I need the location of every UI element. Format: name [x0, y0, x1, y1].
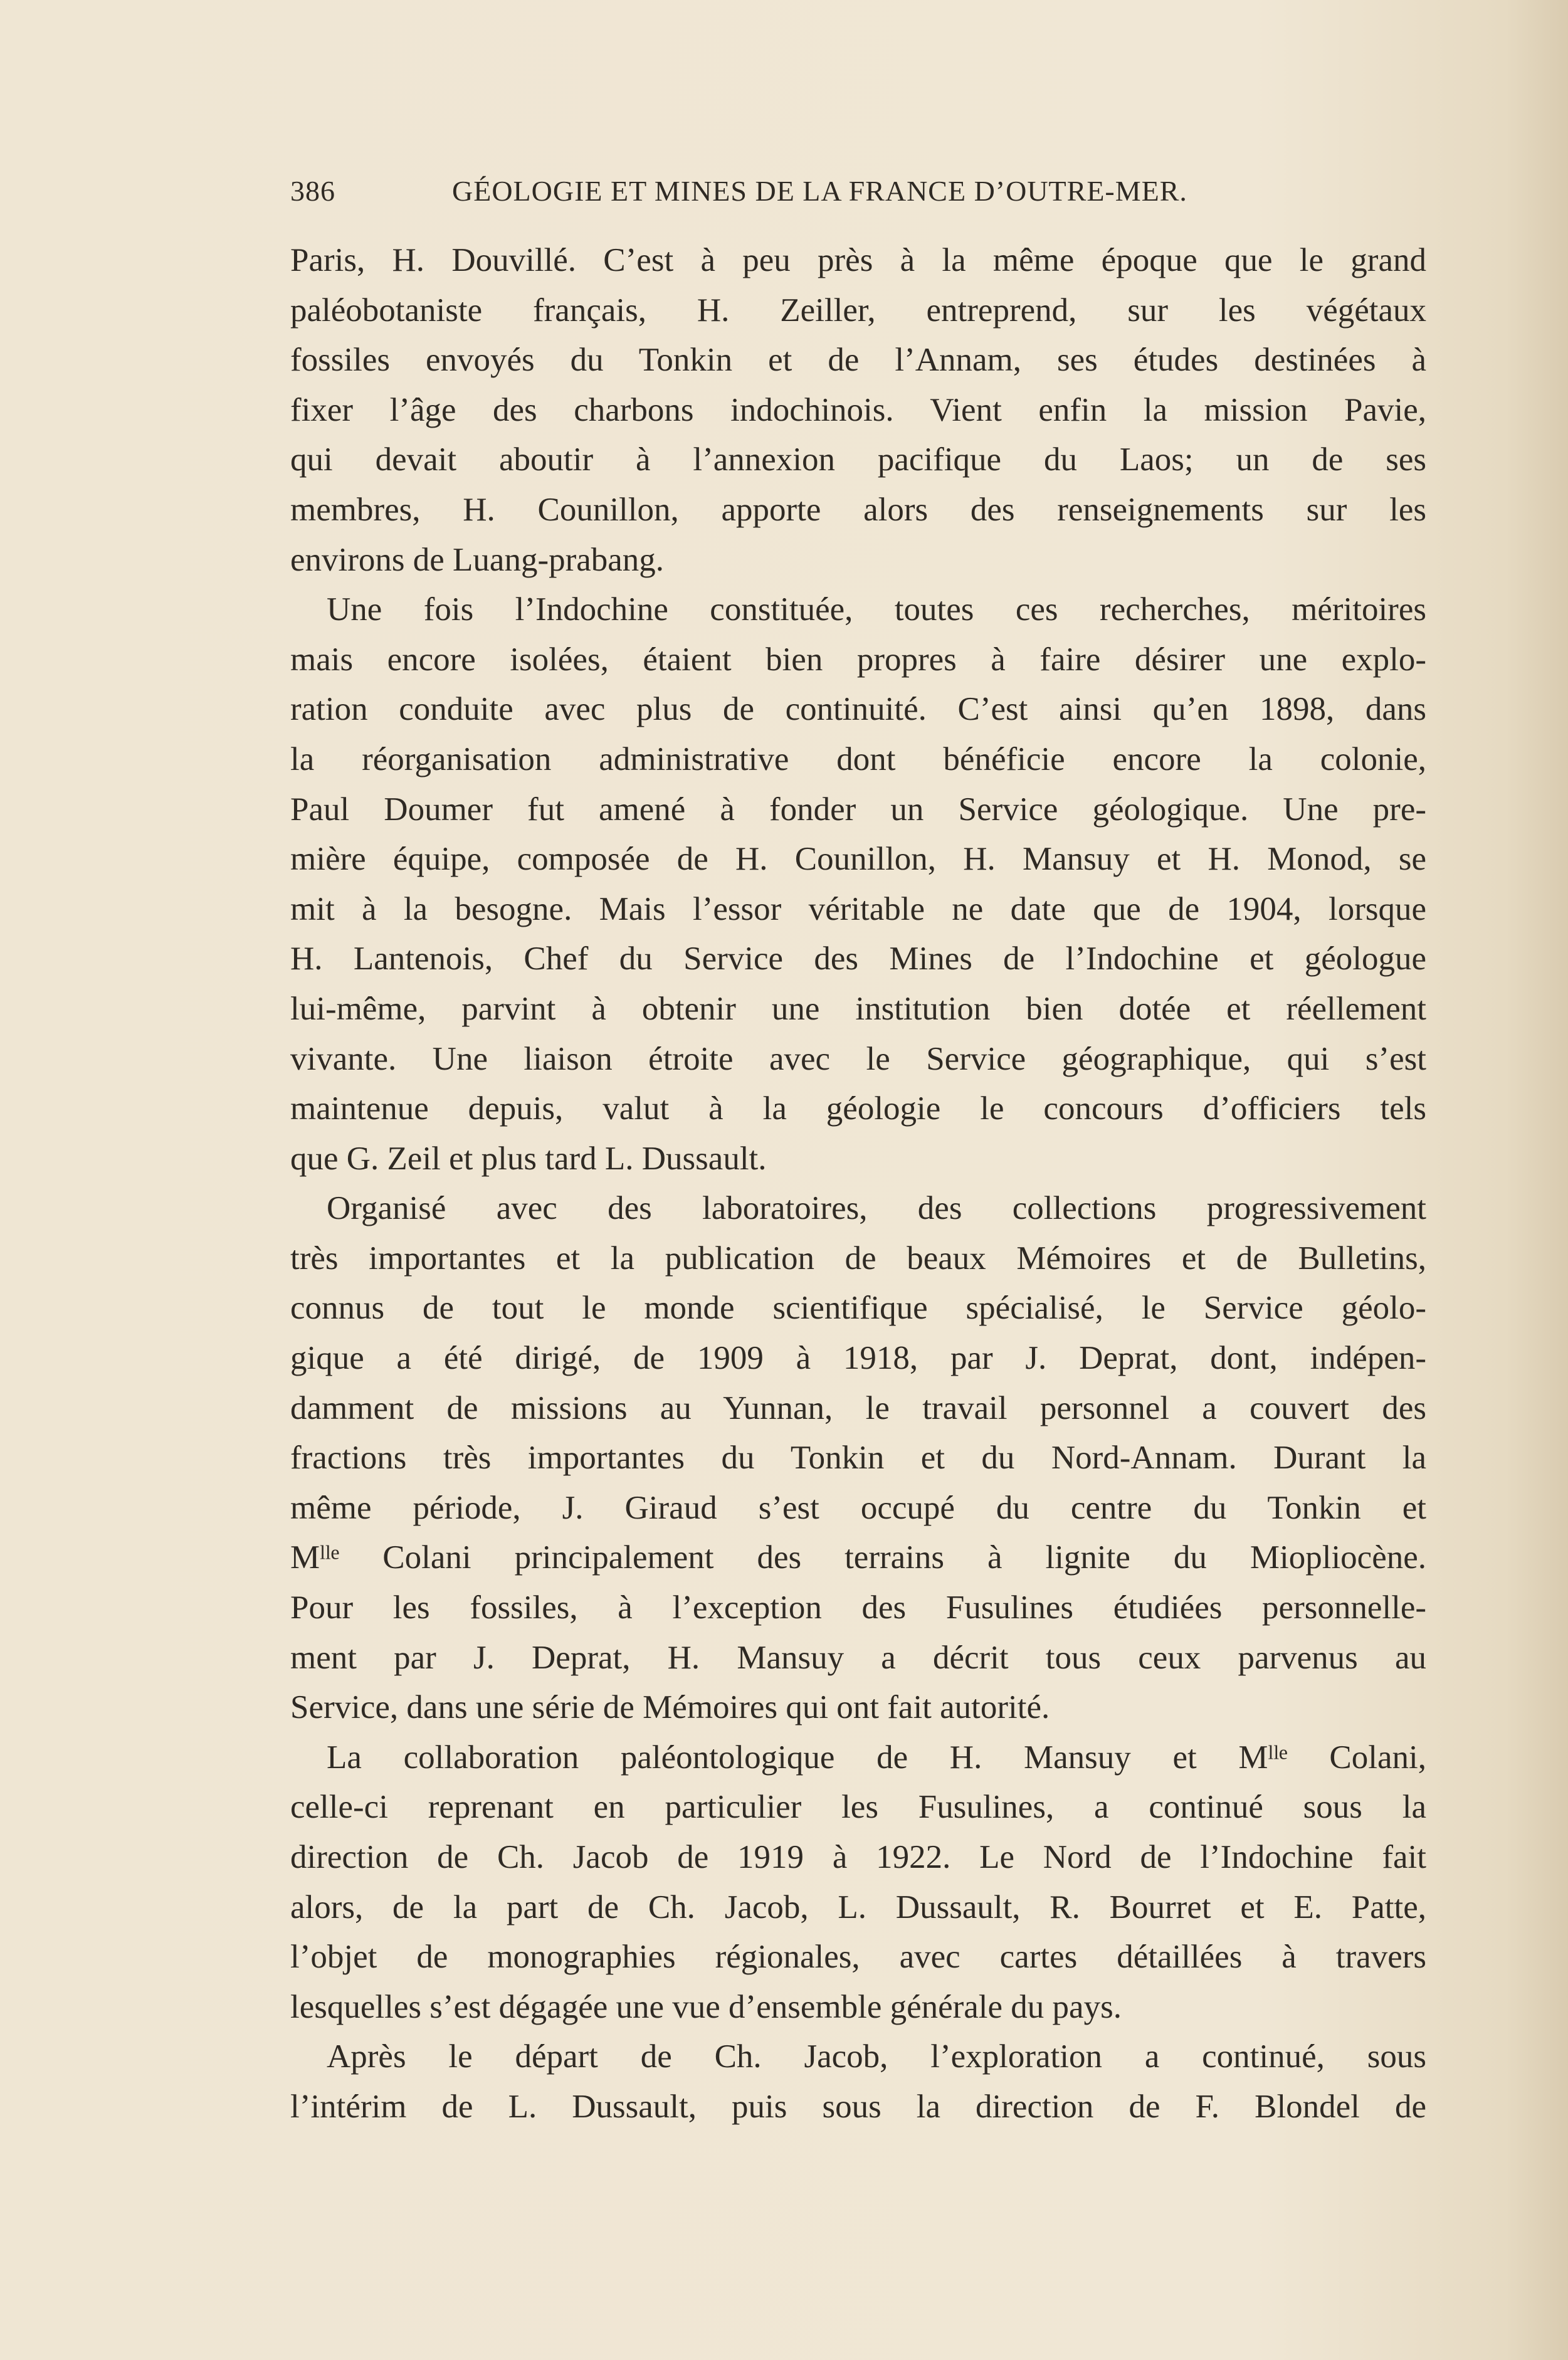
text-line: Mˡˡᵉ Colani principalement des terrains à lignite du Miopliocène.: [290, 1539, 1426, 1576]
text-line: Une fois l’Indochine constituée, toutes ces recherches, méritoires: [327, 591, 1426, 628]
text-line: Après le départ de Ch. Jacob, l’exploration a continué, sous: [327, 2038, 1426, 2075]
text-line: direction de Ch. Jacob de 1919 à 1922. Le Nord de l’Indochine fait: [290, 1839, 1426, 1875]
text-line: environs de Luang-prabang.: [290, 541, 665, 578]
text-line: gique a été dirigé, de 1909 à 1918, par J. Deprat, dont, indépen-: [290, 1340, 1426, 1377]
text-line: lesquelles s’est dégagée une vue d’ensemble générale du pays.: [290, 1988, 1122, 2025]
running-header: [290, 174, 1426, 212]
text-line: fixer l’âge des charbons indochinois. Vient enfin la mission Pavie,: [290, 391, 1426, 428]
text-line: La collaboration paléontologique de H. Mansuy et Mˡˡᵉ Colani,: [327, 1739, 1426, 1776]
text-line: paléobotaniste français, H. Zeiller, entreprend, sur les végétaux: [290, 292, 1426, 329]
text-line: même période, J. Giraud s’est occupé du centre du Tonkin et: [290, 1489, 1426, 1526]
text-line: damment de missions au Yunnan, le travail personnel a couvert des: [290, 1389, 1426, 1426]
text-line: l’objet de monographies régionales, avec cartes détaillées à travers: [290, 1939, 1426, 1976]
text-line: ment par J. Deprat, H. Mansuy a décrit tous ceux parvenus au: [290, 1639, 1426, 1676]
text-line: connus de tout le monde scientifique spécialisé, le Service géolo-: [290, 1290, 1426, 1327]
text-line: fractions très importantes du Tonkin et du Nord-Annam. Durant la: [290, 1440, 1426, 1477]
text-line: que G. Zeil et plus tard L. Dussault.: [290, 1140, 767, 1177]
text-line: Service, dans une série de Mémoires qui ont fait autorité.: [290, 1689, 1050, 1726]
text-line: très importantes et la publication de beaux Mémoires et de Bulletins,: [290, 1240, 1426, 1277]
text-line: Pour les fossiles, à l’exception des Fusulines étudiées personnelle-: [290, 1589, 1426, 1626]
text-line: lui-même, parvint à obtenir une institution bien dotée et réellement: [290, 990, 1426, 1027]
text-line: la réorganisation administrative dont bénéficie encore la colonie,: [290, 740, 1426, 777]
text-line: vivante. Une liaison étroite avec le Service géographique, qui s’est: [290, 1040, 1426, 1077]
text-line: qui devait aboutir à l’annexion pacifique du Laos; un de ses: [290, 441, 1426, 478]
text-line: Paris, H. Douvillé. C’est à peu près à la même époque que le grand: [290, 242, 1426, 278]
text-line: mière équipe, composée de H. Counillon, H. Mansuy et H. Monod, se: [290, 841, 1426, 878]
text-line: mais encore isolées, étaient bien propres à faire désirer une explo-: [290, 641, 1426, 678]
text-line: H. Lantenois, Chef du Service des Mines de l’Indochine et géologue: [290, 940, 1426, 977]
text-line: mit à la besogne. Mais l’essor véritable ne date que de 1904, lorsque: [290, 890, 1426, 927]
paragraph: [290, 585, 1426, 1184]
text-line: Paul Doumer fut amené à fonder un Service géologique. Une pre-: [290, 791, 1426, 828]
paragraph: [290, 2032, 1426, 2132]
text-line: alors, de la part de Ch. Jacob, L. Dussault, R. Bourret et E. Patte,: [290, 1889, 1426, 1925]
text-line: fossiles envoyés du Tonkin et de l’Annam, ses études destinées à: [290, 342, 1426, 379]
text-line: membres, H. Counillon, apporte alors des renseignements sur les: [290, 491, 1426, 528]
text-line: l’intérim de L. Dussault, puis sous la direction de F. Blondel de: [290, 2088, 1426, 2125]
text-line: maintenue depuis, valut à la géologie le concours d’officiers tels: [290, 1090, 1426, 1127]
paragraph: [290, 1733, 1426, 2033]
body-text: [290, 236, 1426, 2132]
paragraph: [290, 236, 1426, 585]
page-number: 386: [290, 175, 335, 207]
text-line: celle-ci reprenant en particulier les Fusulines, a continué sous la: [290, 1789, 1426, 1826]
running-title: GÉOLOGIE ET MINES DE LA FRANCE D’OUTRE-MER.: [452, 175, 1187, 207]
text-line: Organisé avec des laboratoires, des collections progressivement: [327, 1190, 1426, 1227]
text-line: ration conduite avec plus de continuité. C’est ainsi qu’en 1898, dans: [290, 691, 1426, 728]
paragraph: [290, 1184, 1426, 1733]
